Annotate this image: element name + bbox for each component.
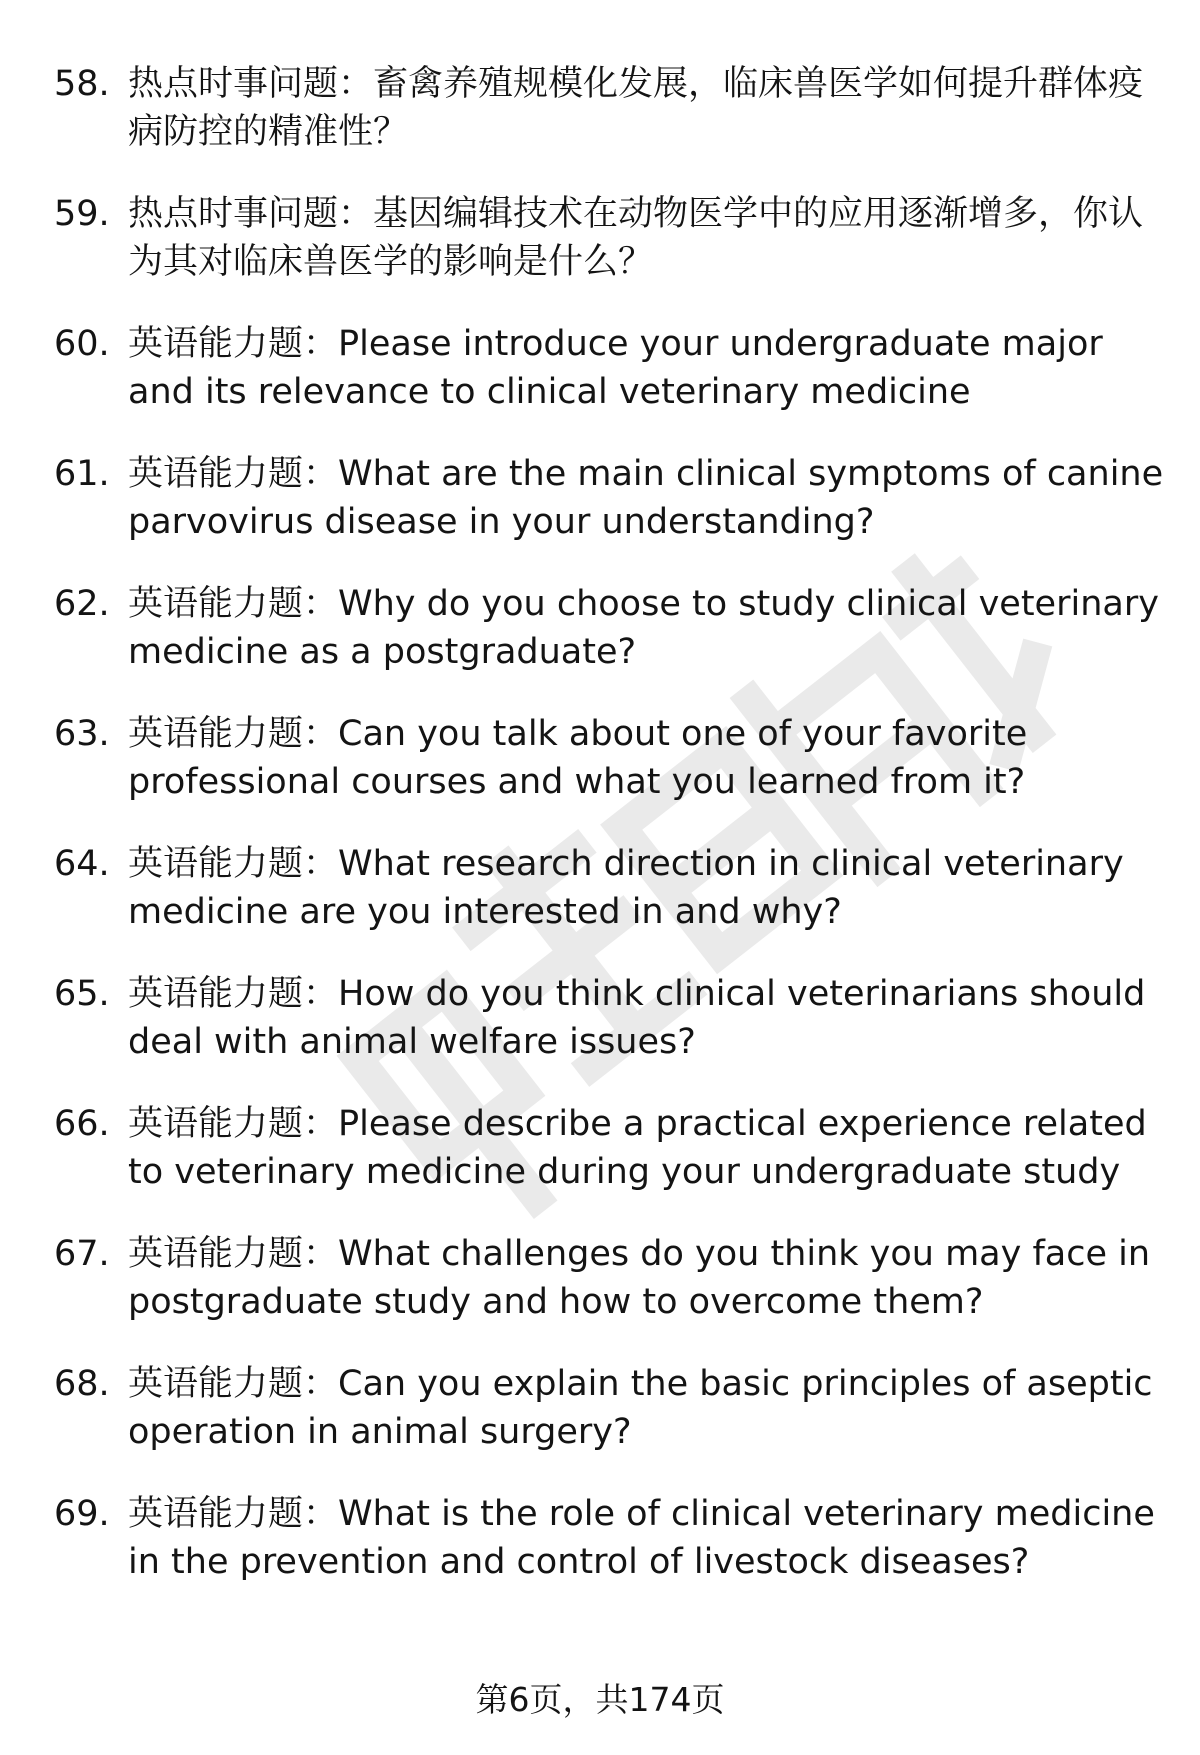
question-item — [54, 840, 1164, 936]
question-text — [128, 1360, 1164, 1456]
question-category: 热点时事问题： — [128, 194, 374, 234]
question-body: What challenges do you think you may face in postgraduate study and how to overcome them? — [128, 1234, 1151, 1322]
question-body: What is the role of clinical veterinary medicine in the prevention and control of livestock diseases? — [128, 1494, 1155, 1582]
question-text — [128, 1100, 1164, 1196]
question-number: 64. — [54, 844, 110, 884]
question-text — [128, 450, 1164, 546]
question-category: 热点时事问题： — [128, 64, 374, 104]
question-number: 61. — [54, 454, 110, 494]
question-item — [54, 190, 1164, 286]
question-text — [128, 710, 1164, 806]
question-text — [128, 1230, 1164, 1326]
question-text — [128, 840, 1164, 936]
question-text — [128, 60, 1164, 156]
question-category: 英语能力题： — [128, 1234, 339, 1274]
question-text — [128, 580, 1164, 676]
question-category: 英语能力题： — [128, 714, 339, 754]
question-number: 65. — [54, 974, 110, 1014]
question-number: 69. — [54, 1494, 110, 1534]
question-number: 59. — [54, 194, 110, 234]
question-number: 66. — [54, 1104, 110, 1144]
question-number: 67. — [54, 1234, 110, 1274]
question-category: 英语能力题： — [128, 844, 339, 884]
question-body: How do you think clinical veterinarians should deal with animal welfare issues? — [128, 974, 1146, 1062]
question-list — [54, 60, 1164, 1620]
question-number: 58. — [54, 64, 110, 104]
question-item — [54, 450, 1164, 546]
question-text — [128, 1490, 1164, 1586]
question-category: 英语能力题： — [128, 1364, 339, 1404]
question-item — [54, 1230, 1164, 1326]
question-body: 基因编辑技术在动物医学中的应用逐渐增多，你认为其对临床兽医学的影响是什么？ — [128, 194, 1144, 282]
question-body: Please describe a practical experience related to veterinary medicine during your undergraduate study — [128, 1104, 1147, 1192]
question-item — [54, 60, 1164, 156]
question-text — [128, 190, 1164, 286]
question-number: 63. — [54, 714, 110, 754]
question-body: Can you explain the basic principles of aseptic operation in animal surgery? — [128, 1364, 1153, 1452]
question-body: Why do you choose to study clinical veterinary medicine as a postgraduate? — [128, 584, 1159, 672]
question-category: 英语能力题： — [128, 974, 339, 1014]
question-number: 68. — [54, 1364, 110, 1404]
question-body: 畜禽养殖规模化发展，临床兽医学如何提升群体疫病防控的精准性？ — [128, 64, 1144, 152]
question-body: What research direction in clinical veterinary medicine are you interested in and why? — [128, 844, 1124, 932]
question-item — [54, 970, 1164, 1066]
question-category: 英语能力题： — [128, 1104, 339, 1144]
question-category: 英语能力题： — [128, 584, 339, 624]
question-item — [54, 580, 1164, 676]
question-number: 60. — [54, 324, 110, 364]
question-number: 62. — [54, 584, 110, 624]
question-item — [54, 1490, 1164, 1586]
question-item — [54, 1360, 1164, 1456]
question-item — [54, 320, 1164, 416]
question-item — [54, 710, 1164, 806]
question-category: 英语能力题： — [128, 1494, 339, 1534]
question-body: Can you talk about one of your favorite professional courses and what you learned from it? — [128, 714, 1028, 802]
question-category: 英语能力题： — [128, 454, 339, 494]
question-body: What are the main clinical symptoms of canine parvovirus disease in your understanding? — [128, 454, 1164, 542]
question-text — [128, 970, 1164, 1066]
question-text — [128, 320, 1164, 416]
question-category: 英语能力题： — [128, 324, 339, 364]
page-number-footer: 第6页，共174页 — [475, 1680, 725, 1719]
question-body: Please introduce your undergraduate major and its relevance to clinical veterinary medicine — [128, 324, 1103, 412]
question-item — [54, 1100, 1164, 1196]
